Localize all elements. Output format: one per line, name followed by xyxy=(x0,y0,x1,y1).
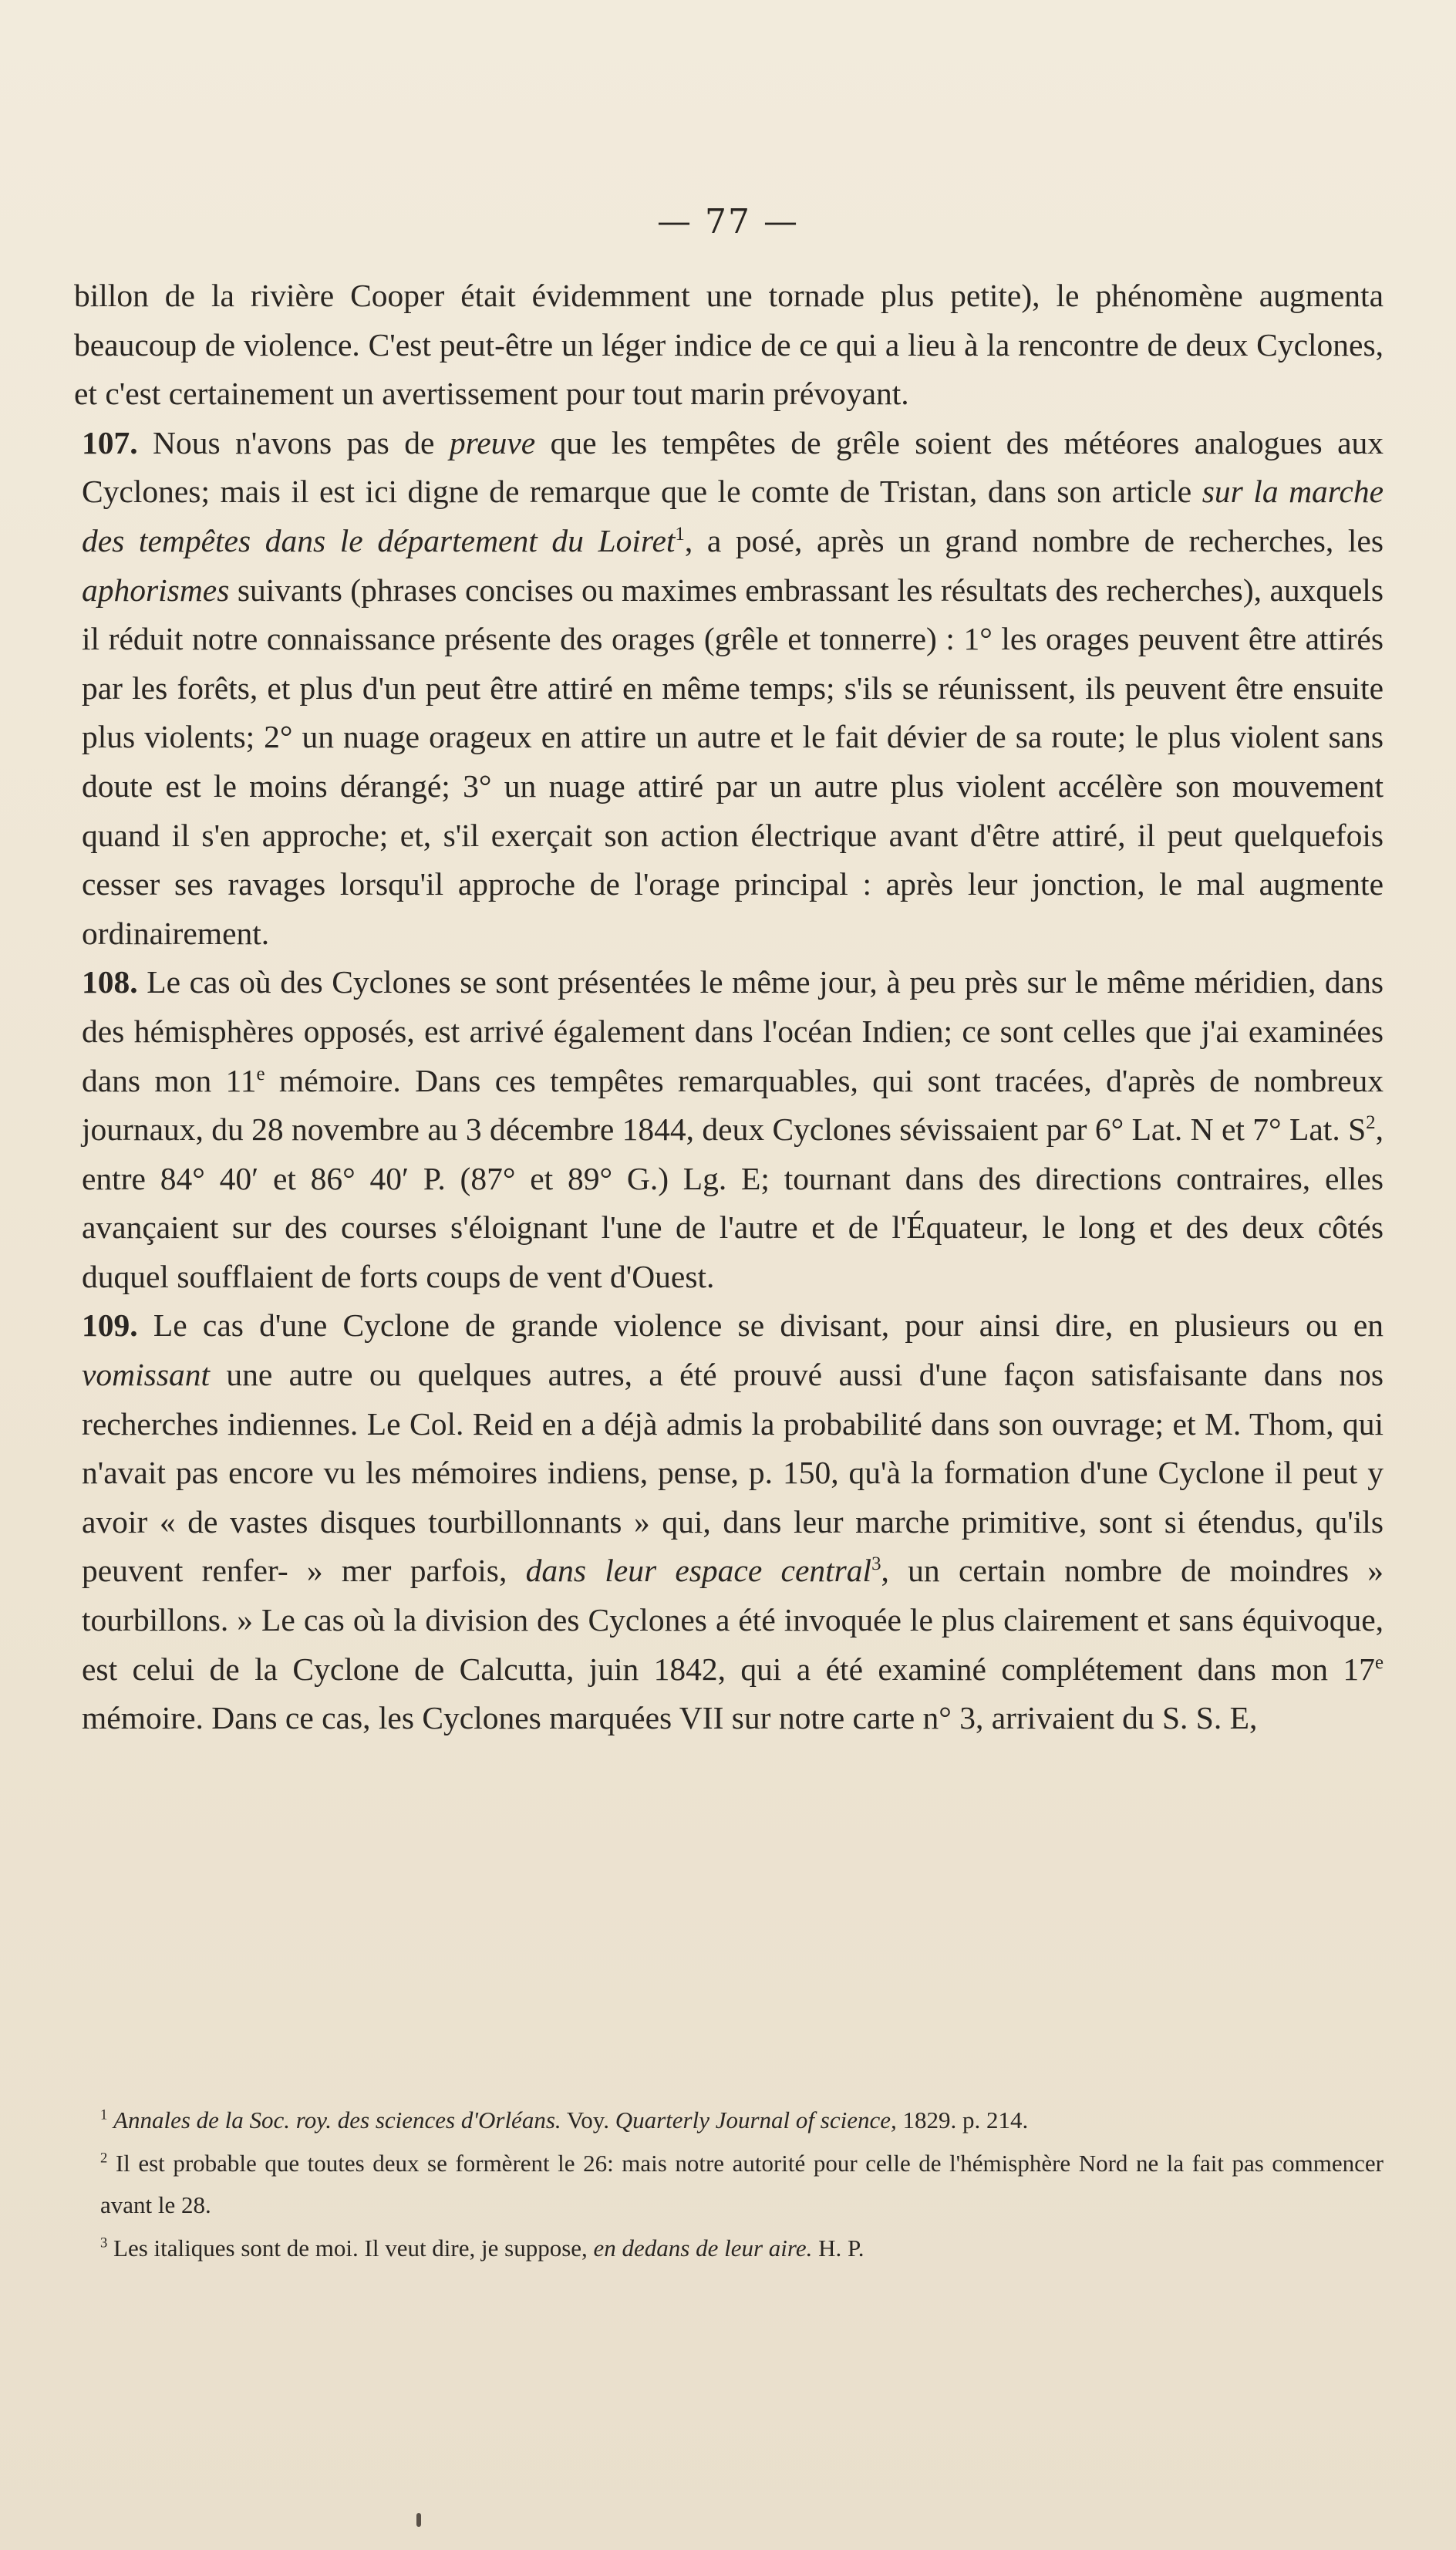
p107-text-3: , a posé, après un grand nombre de recherches, les xyxy=(684,522,1384,558)
intro-line-3: de ce qui a lieu à la rencontre de deux Cyclones, et c'est certainement un xyxy=(74,326,1384,412)
p107-text-4: suivants (phrases concises ou maximes embrassant les résultats des recherches), auxquels il réduit notre connaissance présente des orages (grêle et tonnerre) : 1° les orages peuvent être attirés par les forêts, et plus d'un peut être attiré en même temps; s'ils se réunissent, ils peuvent être ensuite plus violents; 2° un nuage orageux en attire un autre et le fait dévier de sa route; le plus violent sans doute est le moins dérangé; 3° un nuage attiré par un autre plus violent accélère son mouvement quand il s'en approche; et, s'il exerçait son action électrique avant d'être attiré, il peut quelquefois cesser ses ravages lorsqu'il approche de l'orage principal : après leur jonction, le mal augmente ordinairement. xyxy=(82,572,1384,951)
intro-paragraph xyxy=(74,272,1384,419)
p108-text-1: Le cas où des Cyclones se sont présentées le même jour, à peu près sur le même méridien, dans des hémisphères opposés, est arrivé également dans l'océan Indien; ce sont celles que j'ai examinées dans mon 11 xyxy=(82,964,1384,1098)
paragraph-number-109: 109. xyxy=(82,1307,138,1344)
footnote-3-text-1: Les italiques sont de moi. Il veut dire, je suppose, xyxy=(113,2235,594,2262)
paragraph-107 xyxy=(74,419,1384,959)
intro-line-4: avertissement pour tout marin prévoyant. xyxy=(382,376,909,412)
p109-text-2: une autre ou quelques autres, a été prouvé aussi d'une façon satisfaisante dans nos recherches indiennes. Le Col. Reid en a déjà admis la probabilité dans son ouvrage; et M. Thom, qui n'avait pas encore vu les mémoires indiens, pense, p. 150, qu'à la formation d'une Cyclone il peut y avoir « de vastes disques tourbillonnants » qui, dans leur marche primitive, sont si étendus, qu'ils peuvent renfer- » mer parfois, xyxy=(82,1357,1384,1589)
footnote-mark-2: 2 xyxy=(100,2150,108,2167)
footnote-mark-1: 1 xyxy=(100,2106,108,2123)
footnote-2-text: Il est probable que toutes deux se formèrent le 26: mais notre autorité pour celle de l'hémisphère Nord ne la fait pas commencer avant le 28. xyxy=(100,2150,1384,2218)
p109-text-4: mémoire. Dans ce cas, les Cyclones marquées VII sur notre carte n° 3, arrivaient du S. S. E, xyxy=(82,1700,1258,1736)
footnote-2 xyxy=(74,2143,1384,2226)
footnote-1-text-2: 1829. p. 214. xyxy=(896,2106,1029,2133)
footnote-ref-3: 3 xyxy=(871,1553,881,1575)
p109-superscript-e: e xyxy=(1374,1651,1384,1673)
footnote-1-text-1: Voy. xyxy=(561,2106,615,2133)
intro-line-2: phénomène augmenta beaucoup de violence. C'est peut-être un léger indice xyxy=(74,278,1384,363)
p108-text-2: mémoire. Dans ces tempêtes remarquables, qui sont tracées, d'après de nombreux journaux, du 28 novembre au 3 décembre 1844, deux Cyclones sévissaient par 6° Lat. N et 7° Lat. S xyxy=(82,1062,1384,1148)
footnote-ref-2: 2 xyxy=(1366,1112,1376,1134)
p109-italic-vomissant: vomissant xyxy=(82,1357,210,1393)
p107-text-1: Nous n'avons pas de xyxy=(137,424,450,460)
ink-speck xyxy=(416,2513,421,2527)
p109-text-1: Le cas d'une Cyclone de grande violence se divisant, pour ainsi dire, en plusieurs ou en xyxy=(137,1307,1384,1344)
p107-italic-preuve: preuve xyxy=(449,424,536,460)
page-number: — 77 — xyxy=(657,202,799,241)
p107-italic-article-title: sur la marche des tempêtes dans le département du Loiret xyxy=(82,474,1384,558)
paragraph-number-108: 108. xyxy=(82,964,138,1000)
main-text xyxy=(74,272,1384,1743)
paragraph-108 xyxy=(74,958,1384,1301)
p107-italic-aphorismes: aphorismes xyxy=(82,572,230,608)
footnote-mark-3: 3 xyxy=(100,2235,108,2251)
footnote-3-signature: H. P. xyxy=(812,2235,865,2262)
p109-italic-espace-central: dans leur espace central xyxy=(525,1553,872,1589)
p108-superscript-e: e xyxy=(256,1063,265,1084)
paragraph-109 xyxy=(74,1301,1384,1742)
intro-line-1: billon de la rivière Cooper était évidemment une tornade plus petite), le xyxy=(74,278,1080,313)
p107-text-2: que les tempêtes de grêle soient des météores analogues aux Cyclones; mais il est ici digne de remarque que le comte de Tristan, dans son article xyxy=(82,424,1384,510)
p109-text-3: , un certain nombre de moindres » tourbillons. » Le cas où la division des Cyclones a été invoquée le plus clairement et sans équivoque, est celui de la Cyclone de Calcutta, juin 1842, qui a été examiné complétement dans mon 17 xyxy=(82,1553,1384,1687)
footnotes xyxy=(74,2100,1384,2271)
footnote-1-italic-annales: Annales de la Soc. roy. des sciences d'Orléans. xyxy=(113,2106,561,2133)
footnote-1 xyxy=(74,2100,1384,2141)
footnote-1-italic-journal: Quarterly Journal of science, xyxy=(615,2106,897,2133)
footnote-3-italic: en dedans de leur aire. xyxy=(593,2235,813,2262)
footnote-ref-1: 1 xyxy=(675,524,685,545)
paragraph-number-107: 107. xyxy=(82,424,138,460)
p108-text-3: , entre 84° 40′ et 86° 40′ P. (87° et 89° G.) Lg. E; tournant dans des directions contraires, elles avançaient sur des courses s'éloignant l'une de l'autre et de l'Équateur, le long et des deux côtés duquel soufflaient de forts coups de vent d'Ouest. xyxy=(82,1111,1384,1294)
footnote-3 xyxy=(74,2228,1384,2269)
